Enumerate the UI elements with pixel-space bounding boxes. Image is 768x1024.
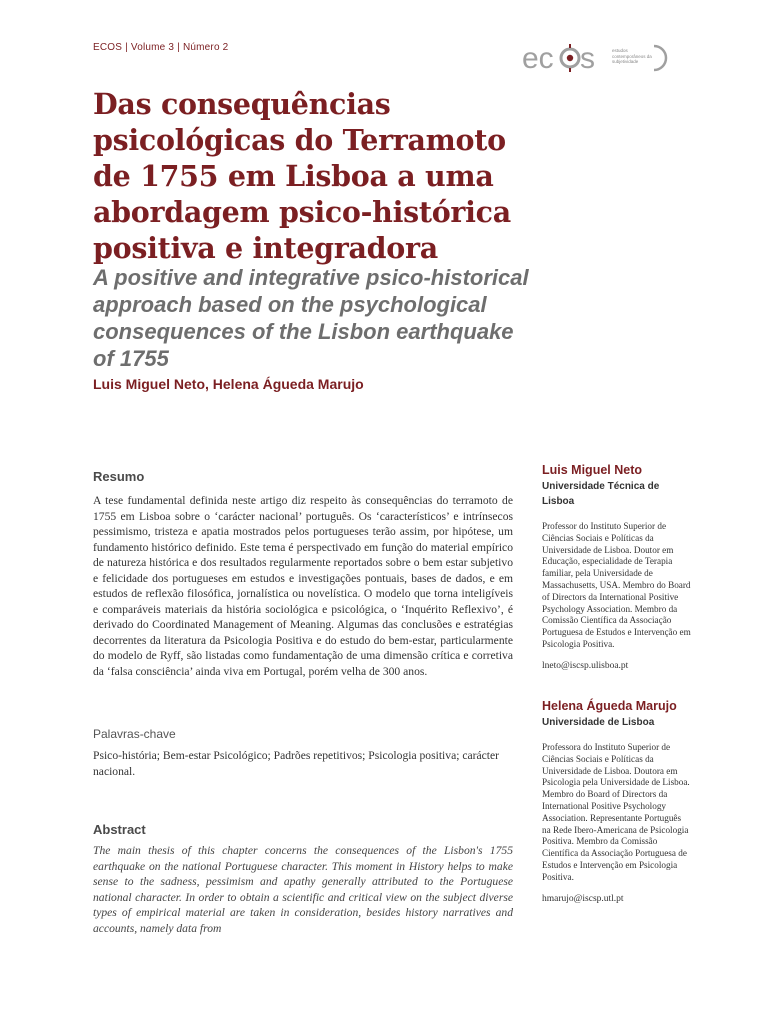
author-note-affiliation: Universidade Técnica de Lisboa xyxy=(542,481,660,507)
logo-subtitle: estudos contemporâneos da subjetividade xyxy=(612,48,652,64)
resumo-heading: Resumo xyxy=(93,469,145,484)
author-note-bio: Professora do Instituto Superior de Ciências Sociais e Políticas da Universidade de Lisboa. Doutora em Psicologia pela Universidade de Lisboa. Membro do Board of Directors da International Positive Psychology Association. Representante Português na Rede Ibero-Americana de Psicologia Positiva. Membro da Comissão Científica da Associação Portuguesa de Estudos e Intervenção em Psicologia Positiva. xyxy=(542,742,690,882)
keywords-text: Psico-história; Bem-estar Psicológico; Padrões repetitivos; Psicologia positiva; carácter nacional. xyxy=(93,749,500,778)
author-note-name: Luis Miguel Neto xyxy=(542,463,642,477)
article-authors: Luis Miguel Neto, Helena Águeda Marujo xyxy=(93,376,364,392)
svg-text:s: s xyxy=(580,42,595,75)
author-note-bio: Professor do Instituto Superior de Ciências Sociais e Políticas da Universidade de Lisboa. Doutor em Educação, especialidade de Terapia familiar, pela Universidade de Massachusetts, USA. Membro do Board of Directors da International Positive Psychology Association. Membro da Comissão Científica da Associação Portuguesa de Estudos e Intervenção em Psicologia Positiva. xyxy=(542,521,691,649)
author-note-email[interactable]: lneto@iscsp.ulisboa.pt xyxy=(542,660,629,671)
article-title: Das consequências psicológicas do Terramoto de 1755 em Lisboa a uma abordagem psico-histórica positiva e integradora xyxy=(93,87,511,265)
abstract-heading: Abstract xyxy=(93,822,146,837)
svg-text:ec: ec xyxy=(522,42,554,75)
resumo-text: A tese fundamental definida neste artigo diz respeito às consequências do terramoto de 1755 em Lisboa sobre o ‘carácter nacional’ português. Os ‘característicos’ e intrínsecos pessimismo, tristeza e apatia mostrados pelos portugueses terão assim, por hipótese, um fundamento histórico definido. Este tema é perspectivado em função do material empírico de natureza histórica e dos resultados regularmente reportados sobre o bem estar subjetivo e felicidade dos portugueses em estudos e investigações pontuais, bases de dados, e em estudos de reflexão filosófica, jornalística ou novelística. O modelo que torna inteligíveis e comparáveis materiais da história sociológica e psicológica, o ‘Inquérito Reflexivo’, é derivado do Coordinated Management of Meaning. Algumas das conclusões e estratégias decorrentes da literatura da Psicologia Positiva e do estudo do bem-estar, particularmente do modelo de Ryff, são listadas como fundamentação de uma dimensão crítica e corretiva da ‘falsa consciência’ ainda viva em Portugal, porém velha de 300 anos. xyxy=(93,494,513,678)
author-note-email[interactable]: hmarujo@iscsp.utl.pt xyxy=(542,893,624,904)
journal-header: ECOS | Volume 3 | Número 2 xyxy=(93,42,229,53)
keywords-heading: Palavras-chave xyxy=(93,727,176,741)
abstract-text: The main thesis of this chapter concerns the consequences of the Lisbon's 1755 earthquake on the national Portuguese character. This moment in History helps to make sense to the sadness, pessimism and apathy generally attributed to the Portuguese national character. In order to obtain a scientific and critical view on the subject diverse types of empirical material are taken in consideration, besides history narratives and accounts, namely data from xyxy=(93,844,513,935)
author-note-2 xyxy=(542,698,692,904)
ecos-logo xyxy=(522,38,672,78)
author-note-name: Helena Águeda Marujo xyxy=(542,699,677,713)
author-note-affiliation: Universidade de Lisboa xyxy=(542,717,655,728)
article-subtitle: A positive and integrative psico-historical approach based on the psychological consequences of the Lisbon earthquake of 1755 xyxy=(93,265,529,371)
author-note-1 xyxy=(542,462,692,671)
